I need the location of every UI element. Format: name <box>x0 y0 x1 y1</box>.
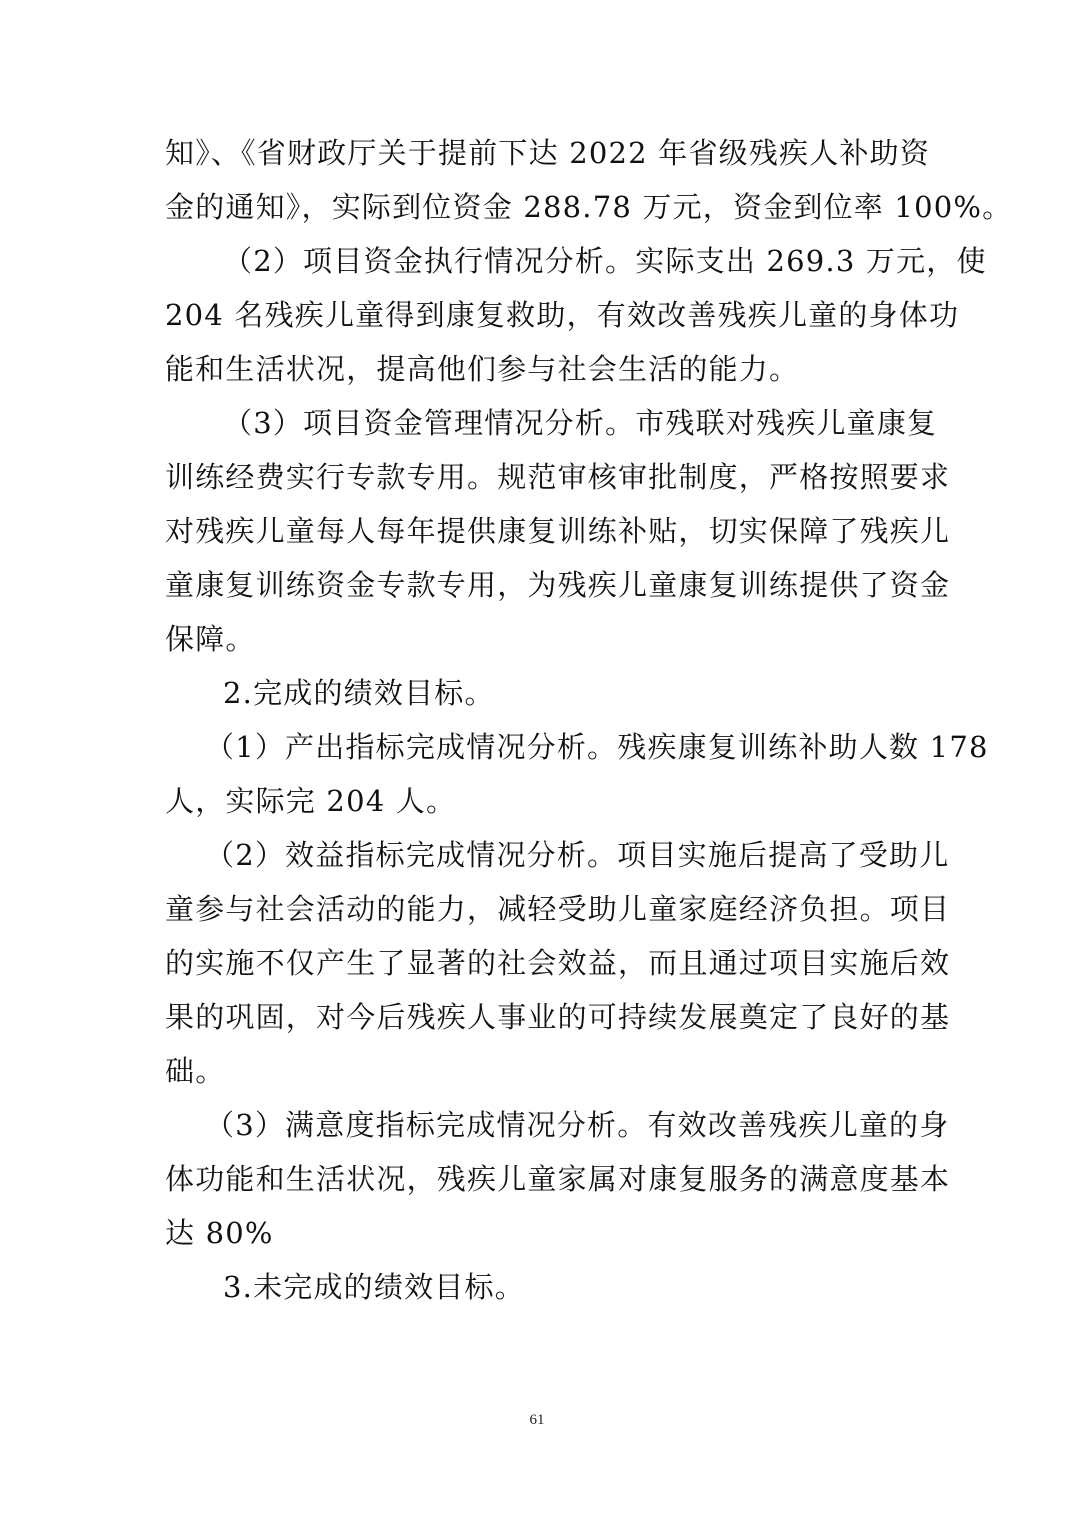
section-heading: 2.完成的绩效目标。 <box>223 676 495 710</box>
text-line: 保障。 <box>165 622 256 656</box>
text-line: 对残疾儿童每人每年提供康复训练补贴，切实保障了残疾儿 <box>165 514 951 548</box>
text-line: 能和生活状况，提高他们参与社会生活的能力。 <box>165 352 800 386</box>
paragraph-heading: （3）项目资金管理情况分析。市残联对残疾儿童康复 <box>223 406 938 440</box>
text-line: 金的通知》，实际到位资金 288.78 万元，资金到位率 100%。 <box>165 190 1013 224</box>
text-line: 达 80% <box>165 1216 274 1250</box>
text-line: 知》、《省财政厅关于提前下达 2022 年省级残疾人补助资 <box>165 136 931 170</box>
text-line: 童参与社会活动的能力，减轻受助儿童家庭经济负担。项目 <box>165 892 951 926</box>
body-text <box>165 126 1013 1314</box>
section-heading: 3.未完成的绩效目标。 <box>223 1270 525 1304</box>
paragraph-heading: （3）满意度指标完成情况分析。有效改善残疾儿童的身 <box>205 1108 950 1142</box>
text-line: 训练经费实行专款专用。规范审核审批制度，严格按照要求 <box>165 460 951 494</box>
text-line: 果的巩固，对今后残疾人事业的可持续发展奠定了良好的基 <box>165 1000 951 1034</box>
paragraph-heading: （1）产出指标完成情况分析。残疾康复训练补助人数 178 <box>205 730 989 764</box>
text-line: 体功能和生活状况，残疾儿童家属对康复服务的满意度基本 <box>165 1162 951 1196</box>
text-line: 人，实际完 204 人。 <box>165 784 457 818</box>
paragraph-heading: （2）效益指标完成情况分析。项目实施后提高了受助儿 <box>205 838 950 872</box>
paragraph-heading: （2）项目资金执行情况分析。实际支出 269.3 万元，使 <box>223 244 987 278</box>
text-line: 204 名残疾儿童得到康复救助，有效改善残疾儿童的身体功 <box>165 298 960 332</box>
page-number: 61 <box>529 1412 545 1428</box>
text-line: 的实施不仅产生了显著的社会效益，而且通过项目实施后效 <box>165 946 951 980</box>
text-line: 础。 <box>165 1054 226 1088</box>
text-line: 童康复训练资金专款专用，为残疾儿童康复训练提供了资金 <box>165 568 951 602</box>
